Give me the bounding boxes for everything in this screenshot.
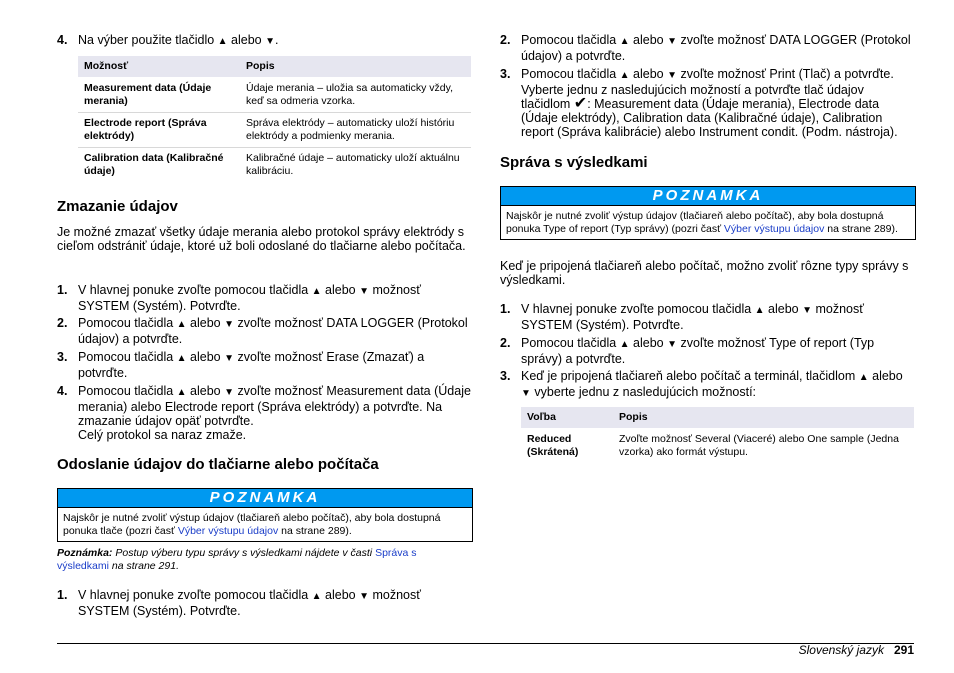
poznamka-note: Poznámka: Postup výberu typu správy s výsledkami nájdete v časti Správa s výsledkami na strane 291. [57, 547, 417, 572]
table-header: Popis [613, 407, 914, 428]
options-table [78, 56, 471, 182]
step-2: 2. Pomocou tlačidla ▲ alebo ▼ zvoľte možnosť DATA LOGGER (Protokol údajov) a potvrďte. [500, 33, 911, 63]
step-1: 1. V hlavnej ponuke zvoľte pomocou tlačidla ▲ alebo ▼ možnosť SYSTEM (Systém). Potvrďte. [57, 283, 421, 313]
step-3: 3. Pomocou tlačidla ▲ alebo ▼ zvoľte možnosť Erase (Zmazať) a potvrďte. [57, 350, 425, 380]
table-header: Možnosť [78, 56, 240, 77]
step-1: 1. V hlavnej ponuke zvoľte pomocou tlačidla ▲ alebo ▼ možnosť SYSTEM (Systém). Potvrďte. [500, 302, 864, 332]
cross-reference-link[interactable]: Výber výstupu údajov [177, 525, 279, 537]
up-arrow-icon: ▲ [311, 286, 322, 297]
down-arrow-icon: ▼ [521, 388, 531, 399]
step-4: 4. Pomocou tlačidla ▲ alebo ▼ zvoľte možnosť Measurement data (Údaje merania) alebo Electrode report (Správa elektródy) a potvrďte. Na zmazanie údajov opäť potvrďte. Celý protokol sa naraz zmaže. [57, 384, 471, 442]
step-number: 4. [57, 33, 68, 47]
down-arrow-icon: ▼ [802, 305, 812, 316]
up-arrow-icon: ▲ [858, 372, 869, 383]
step-2: 2. Pomocou tlačidla ▲ alebo ▼ zvoľte možnosť Type of report (Typ správy) a potvrďte. [500, 336, 875, 366]
down-arrow-icon: ▼ [667, 339, 678, 350]
up-arrow-icon: ▲ [176, 353, 187, 364]
up-arrow-icon: ▲ [754, 305, 765, 316]
footer-language: Slovenský jazyk [798, 643, 884, 657]
table-row: Reduced (Skrátená) Zvoľte možnosť Several (Viaceré) alebo One sample (Jedna vzorka) ako formát výstupu. [527, 433, 899, 458]
note-box: POZNAMKA Najskôr je nutné zvoliť výstup údajov (tlačiareň alebo počítač), aby bola dostupná ponuka Type of report (Typ správy) (pozri časť Výber výstupu údajov na strane 289). [500, 186, 916, 240]
step-2: 2. Pomocou tlačidla ▲ alebo ▼ zvoľte možnosť DATA LOGGER (Protokol údajov) a potvrďte. [57, 316, 468, 346]
cross-reference-link[interactable]: Výber výstupu údajov [723, 223, 825, 235]
down-arrow-icon: ▼ [224, 387, 235, 398]
down-arrow-icon: ▼ [224, 319, 235, 330]
footer-divider [57, 643, 914, 644]
table-header: Popis [240, 56, 471, 77]
up-arrow-icon: ▲ [311, 591, 322, 602]
page-number: 291 [893, 643, 914, 657]
checkmark-icon: ✔ [573, 95, 588, 112]
note-box: POZNAMKA Najskôr je nutné zvoliť výstup údajov (tlačiareň alebo počítač), aby bola dostupná ponuka tlače (pozri časť Výber výstupu údajov na strane 289). [57, 488, 473, 542]
table-row: Electrode report (Správa elektródy) Správa elektródy – automaticky uloží históriu elektródy a podmienky merania. [78, 113, 471, 148]
cross-reference-link[interactable]: Správa s výsledkami [57, 547, 417, 572]
step-3: 3. Pomocou tlačidla ▲ alebo ▼ zvoľte možnosť Print (Tlač) a potvrďte. Vyberte jednu z nasledujúcich možností a potvrďte tlač údajov tlačidlom ✔: Measurement data (Údaje merania), Electrode data (Údaje elektródy), Calibration data (Kalibračné údaje), Calibration report (Správa kalibrácie) alebo Instrument condit. (Podm. nástroja). [500, 67, 898, 139]
choice-table [521, 407, 914, 463]
step-1: 1. V hlavnej ponuke zvoľte pomocou tlačidla ▲ alebo ▼ možnosť SYSTEM (Systém). Potvrďte. [57, 588, 421, 618]
up-arrow-icon: ▲ [619, 70, 630, 81]
down-arrow-icon: ▼ [667, 36, 678, 47]
page-footer [799, 643, 914, 657]
note-title: POZNAMKA [58, 489, 472, 508]
up-arrow-icon: ▲ [619, 339, 630, 350]
note-title: POZNAMKA [501, 187, 915, 206]
down-arrow-icon: ▼ [359, 286, 369, 297]
table-row: Measurement data (Údaje merania) Údaje merania – uložia sa automaticky vždy, keď sa odmeria vzorka. [78, 77, 471, 113]
down-arrow-icon: ▼ [359, 591, 369, 602]
up-arrow-icon: ▲ [176, 319, 187, 330]
table-row: Calibration data (Kalibračné údaje) Kalibračné údaje – automaticky uloží aktuálnu kalibráciu. [84, 152, 460, 177]
up-arrow-icon: ▲ [176, 387, 187, 398]
step-4-select: 4. Na výber použite tlačidlo ▲ alebo ▼. [57, 33, 279, 47]
up-arrow-icon: ▲ [217, 36, 228, 47]
up-arrow-icon: ▲ [619, 36, 630, 47]
section-heading-zmazanie: Zmazanie údajov [57, 198, 178, 215]
section-heading-odoslanie: Odoslanie údajov do tlačiarne alebo počítača [57, 456, 379, 473]
down-arrow-icon: ▼ [667, 70, 678, 81]
section-heading-sprava: Správa s výsledkami [500, 154, 648, 171]
paragraph: Je možné zmazať všetky údaje merania alebo protokol správy elektródy s cieľom odstrániť údaje, ktoré už boli odoslané do tlačiarne alebo počítača. [57, 225, 466, 253]
table-header: Voľba [521, 407, 613, 428]
down-arrow-icon: ▼ [224, 353, 235, 364]
down-arrow-icon: ▼ [265, 36, 275, 47]
step-3: 3. Keď je pripojená tlačiareň alebo počítač a terminál, tlačidlom ▲ alebo ▼ vyberte jednu z nasledujúcich možností: [500, 369, 903, 399]
paragraph: Keď je pripojená tlačiareň alebo počítač, možno zvoliť rôzne typy správy s výsledkami. [500, 259, 909, 287]
